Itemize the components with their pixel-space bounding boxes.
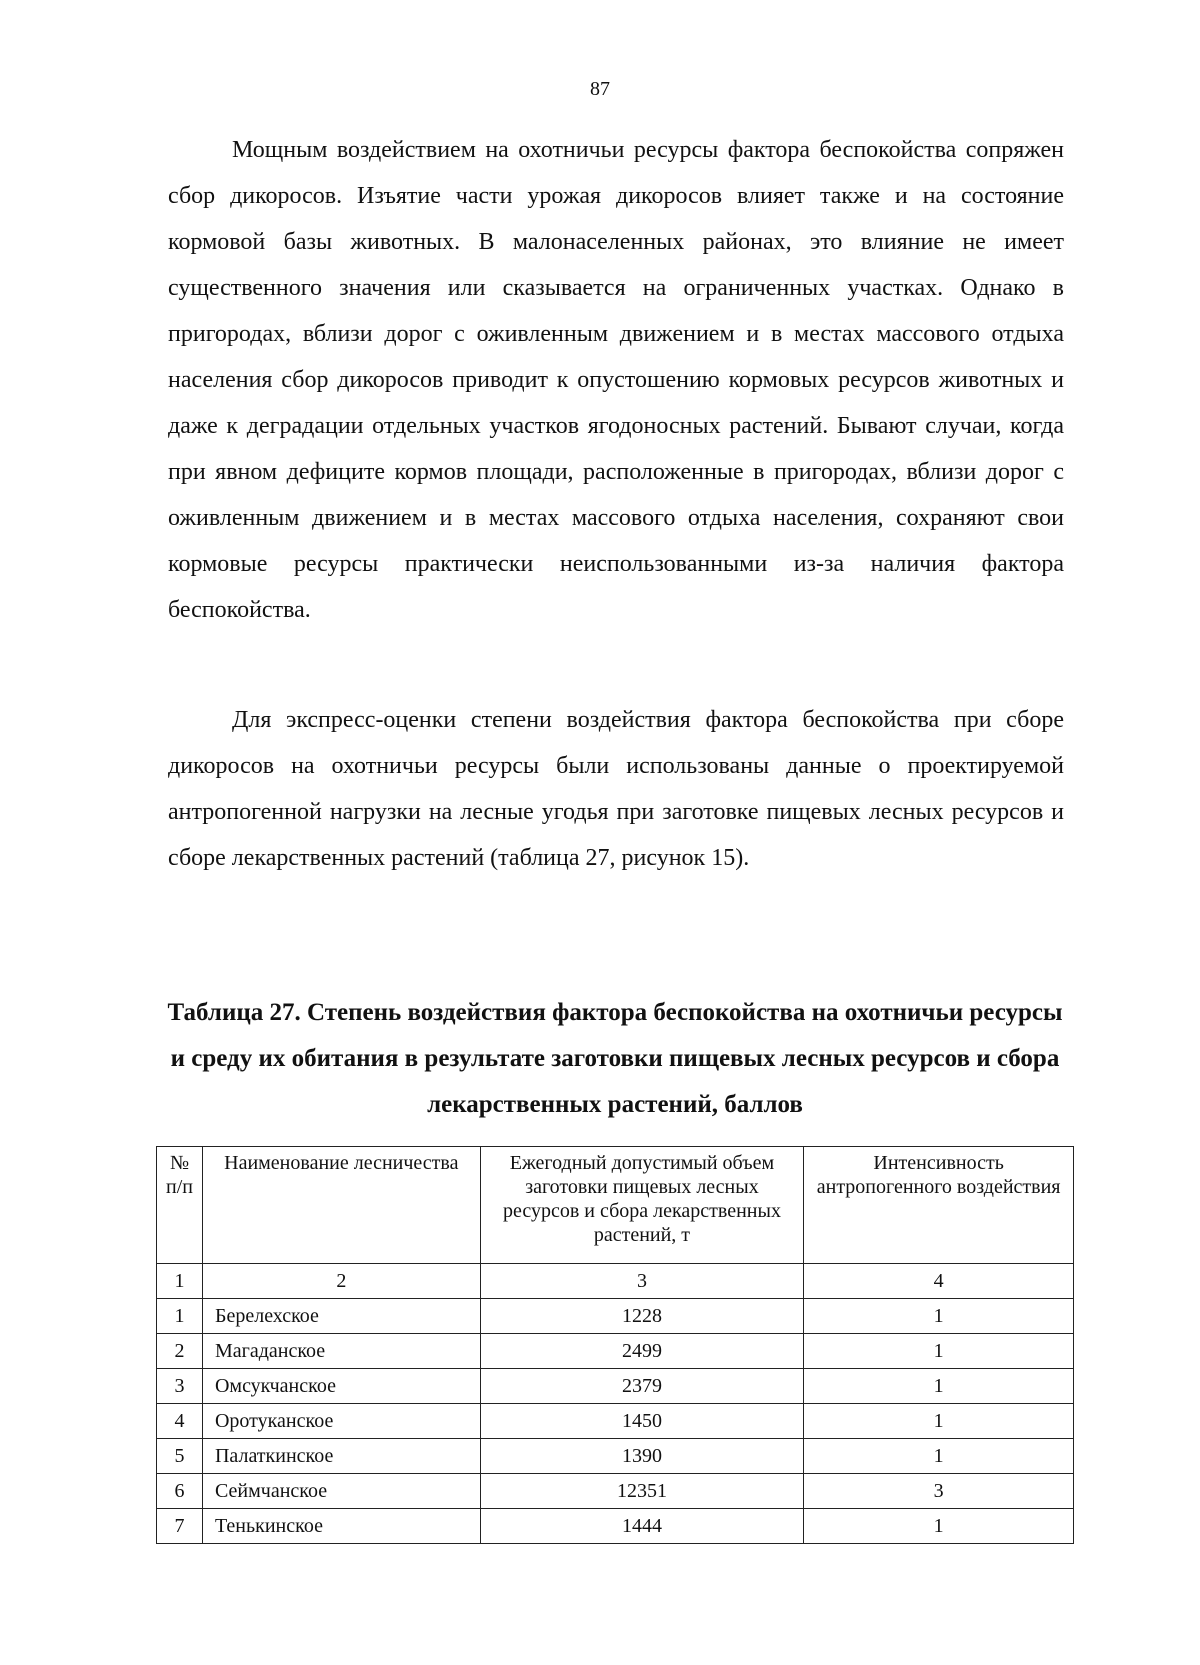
annual-volume: 2379 (480, 1369, 804, 1404)
header-annual-volume: Ежегодный допустимый объем заготовки пищевых лесных ресурсов и сбора лекарственных растений, т (480, 1147, 804, 1264)
impact-intensity: 1 (804, 1509, 1074, 1544)
annual-volume: 1390 (480, 1439, 804, 1474)
annual-volume: 1450 (480, 1404, 804, 1439)
row-number: 7 (157, 1509, 203, 1544)
column-number: 2 (202, 1264, 480, 1299)
forestry-name: Оротуканское (202, 1404, 480, 1439)
forestry-name: Сеймчанское (202, 1474, 480, 1509)
table-row (157, 1334, 1074, 1369)
paragraph-disturbance-factor: Мощным воздействием на охотничьи ресурсы фактора беспокойства сопряжен сбор дикоросов. Изъятие части урожая дикоросов влияет также и на состояние кормовой базы животных. В малонаселенных районах, это влияние не имеет существенного значения или сказывается на ограниченных участках. Однако в пригородах, вблизи дорог с оживленным движением и в местах массового отдыха населения сбор дикоросов приводит к опустошению кормовых ресурсов животных и даже к деградации отдельных участков ягодоносных растений. Бывают случаи, когда при явном дефиците кормов площади, расположенные в пригородах, вблизи дорог с оживленным движением и в местах массового отдыха населения, сохраняют свои кормовые ресурсы практически неиспользованными из-за наличия фактора беспокойства. (168, 137, 1064, 623)
column-number: 3 (480, 1264, 804, 1299)
impact-intensity: 1 (804, 1369, 1074, 1404)
forestry-name: Тенькинское (202, 1509, 480, 1544)
paragraph-express-assessment: Для экспресс-оценки степени воздействия фактора беспокойства при сборе дикоросов на охотничьи ресурсы были использованы данные о проектируемой антропогенной нагрузки на лесные угодья при заготовке пищевых лесных ресурсов и сборе лекарственных растений (таблица 27, рисунок 15). (168, 707, 1064, 871)
impact-intensity: 1 (804, 1404, 1074, 1439)
table-row (157, 1439, 1074, 1474)
impact-intensity: 3 (804, 1474, 1074, 1509)
impact-intensity: 1 (804, 1334, 1074, 1369)
annual-volume: 12351 (480, 1474, 804, 1509)
annual-volume: 1228 (480, 1299, 804, 1334)
table-caption: Таблица 27. Степень воздействия фактора беспокойства на охотничьи ресурсы и среду их обитания в результате заготовки пищевых лесных ресурсов и сбора лекарственных растений, баллов (167, 999, 1063, 1118)
header-impact-intensity: Интенсивность антропогенного воздействия (804, 1147, 1074, 1264)
column-number: 4 (804, 1264, 1074, 1299)
row-number: 5 (157, 1439, 203, 1474)
forestry-name: Омсукчанское (202, 1369, 480, 1404)
table-row (157, 1474, 1074, 1509)
impact-intensity: 1 (804, 1439, 1074, 1474)
table-row (157, 1509, 1074, 1544)
forestry-name: Магаданское (202, 1334, 480, 1369)
annual-volume: 2499 (480, 1334, 804, 1369)
row-number: 4 (157, 1404, 203, 1439)
page-number: 87 (590, 78, 610, 100)
forestry-name: Палаткинское (202, 1439, 480, 1474)
header-forestry-name: Наименование лесничества (202, 1147, 480, 1264)
impact-intensity: 1 (804, 1299, 1074, 1334)
table-row (157, 1299, 1074, 1334)
row-number: 6 (157, 1474, 203, 1509)
forestry-impact-table (156, 1146, 1074, 1544)
table-header-row (157, 1147, 1074, 1264)
annual-volume: 1444 (480, 1509, 804, 1544)
table-row (157, 1369, 1074, 1404)
header-number: № п/п (157, 1147, 203, 1264)
row-number: 1 (157, 1299, 203, 1334)
row-number: 2 (157, 1334, 203, 1369)
column-numbers-row (157, 1264, 1074, 1299)
row-number: 3 (157, 1369, 203, 1404)
column-number: 1 (157, 1264, 203, 1299)
forestry-name: Берелехское (202, 1299, 480, 1334)
table-row (157, 1404, 1074, 1439)
